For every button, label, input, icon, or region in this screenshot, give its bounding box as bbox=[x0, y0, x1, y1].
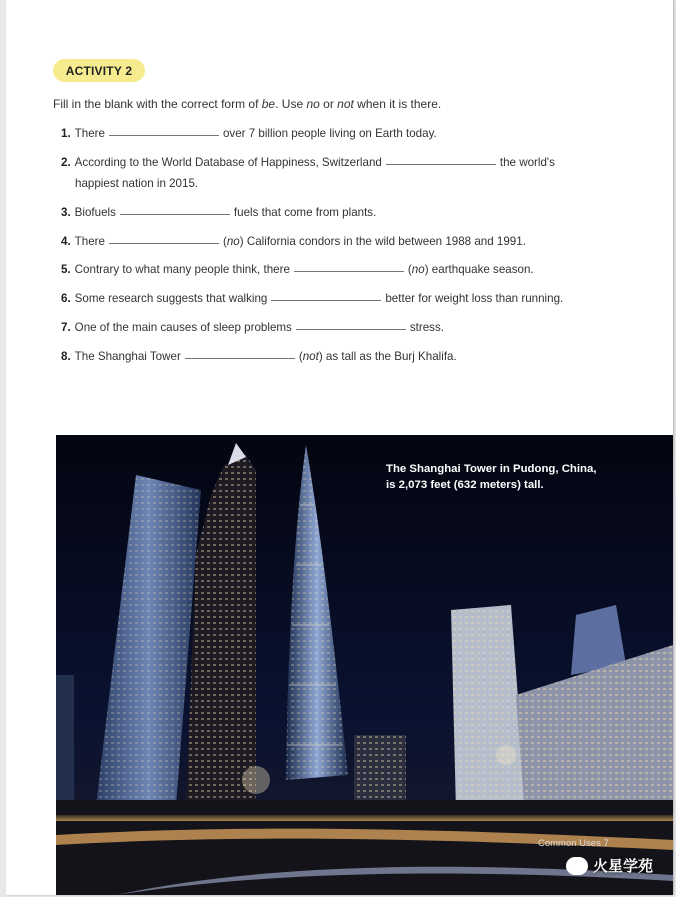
question-4: 4. There (no) California condors in the wild between 1988 and 1991. bbox=[61, 235, 526, 248]
question-5: 5. Contrary to what many people think, there (no) earthquake season. bbox=[61, 263, 534, 276]
page-footer: Common Uses 7 bbox=[538, 838, 609, 849]
question-3: 3. Biofuels fuels that come from plants. bbox=[61, 206, 377, 219]
watermark: 火星学苑 bbox=[566, 855, 653, 876]
answer-blank-7[interactable] bbox=[296, 328, 406, 330]
question-8: 8. The Shanghai Tower (not) as tall as the Burj Khalifa. bbox=[61, 350, 457, 363]
textbook-page bbox=[6, 0, 673, 895]
question-6: 6. Some research suggests that walking better for weight loss than running. bbox=[61, 292, 564, 305]
answer-blank-1[interactable] bbox=[109, 134, 219, 136]
answer-blank-6[interactable] bbox=[271, 299, 381, 301]
left-edge-building bbox=[56, 675, 74, 805]
skyline-illustration bbox=[56, 435, 673, 895]
instructions: Fill in the blank with the correct form of be. Use no or not when it is there. bbox=[53, 97, 442, 111]
answer-blank-3[interactable] bbox=[120, 213, 230, 215]
answer-blank-8[interactable] bbox=[185, 357, 295, 359]
shanghai-skyline-photo bbox=[56, 435, 673, 895]
activity-badge: ACTIVITY 2 bbox=[53, 59, 145, 82]
answer-blank-4[interactable] bbox=[109, 242, 219, 244]
question-2: 2. According to the World Database of Happiness, Switzerland the world's happiest nation in 2015. bbox=[61, 156, 555, 190]
question-1: 1. There over 7 billion people living on Earth today. bbox=[61, 127, 437, 140]
photo-caption: The Shanghai Tower in Pudong, China, is 2,073 feet (632 meters) tall. bbox=[386, 463, 597, 491]
question-7: 7. One of the main causes of sleep problems stress. bbox=[61, 321, 445, 334]
chat-bubble-icon bbox=[566, 857, 588, 875]
answer-blank-5[interactable] bbox=[294, 270, 404, 272]
answer-blank-2[interactable] bbox=[386, 163, 496, 165]
